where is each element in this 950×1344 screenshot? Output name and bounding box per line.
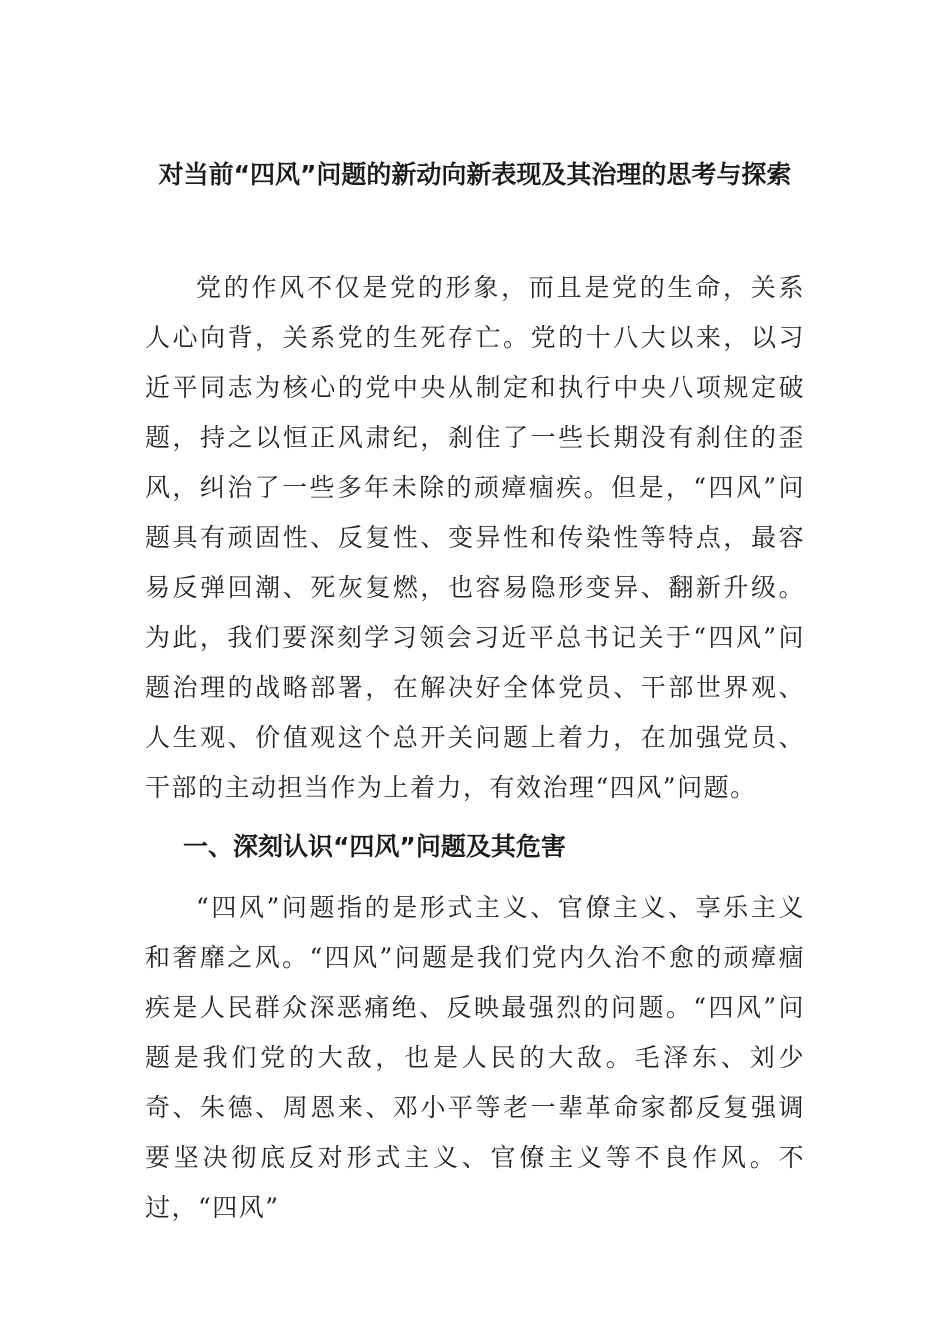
- section-heading: 一、深刻认识“四风”问题及其危害: [183, 832, 566, 861]
- section-paragraph: “四风”问题指的是形式主义、官僚主义、享乐主义和奢靡之风。“四风”问题是我们党内久治不愈的顽瘴痼疾是人民群众深恶痛绝、反映最强烈的问题。“四风”问题是我们党的大敌，也是人民的大敌。毛泽东、刘少奇、朱德、周恩来、邓小平等老一辈革命家都反复强调要坚决彻底反对形式主义、官僚主义等不良作风。不过，“四风”: [145, 893, 805, 1222]
- intro-paragraph: 党的作风不仅是党的形象，而且是党的生命，关系人心向背，关系党的生死存亡。党的十八大以来，以习近平同志为核心的党中央从制定和执行中央八项规定破题，持之以恒正风肃纪，刹住了一些长期没有刹住的歪风，纠治了一些多年未除的顽瘴痼疾。但是，“四风”问题具有顽固性、反复性、变异性和传染性等特点，最容易反弹回潮、死灰复燃，也容易隐形变异、翻新升级。为此，我们要深刻学习领会习近平总书记关于“四风”问题治理的战略部署，在解决好全体党员、干部世界观、人生观、价值观这个总开关问题上着力，在加强党员、干部的主动担当作为上着力，有效治理“四风”问题。: [145, 273, 805, 802]
- document-title: 对当前“四风”问题的新动向新表现及其治理的思考与探索: [158, 160, 792, 189]
